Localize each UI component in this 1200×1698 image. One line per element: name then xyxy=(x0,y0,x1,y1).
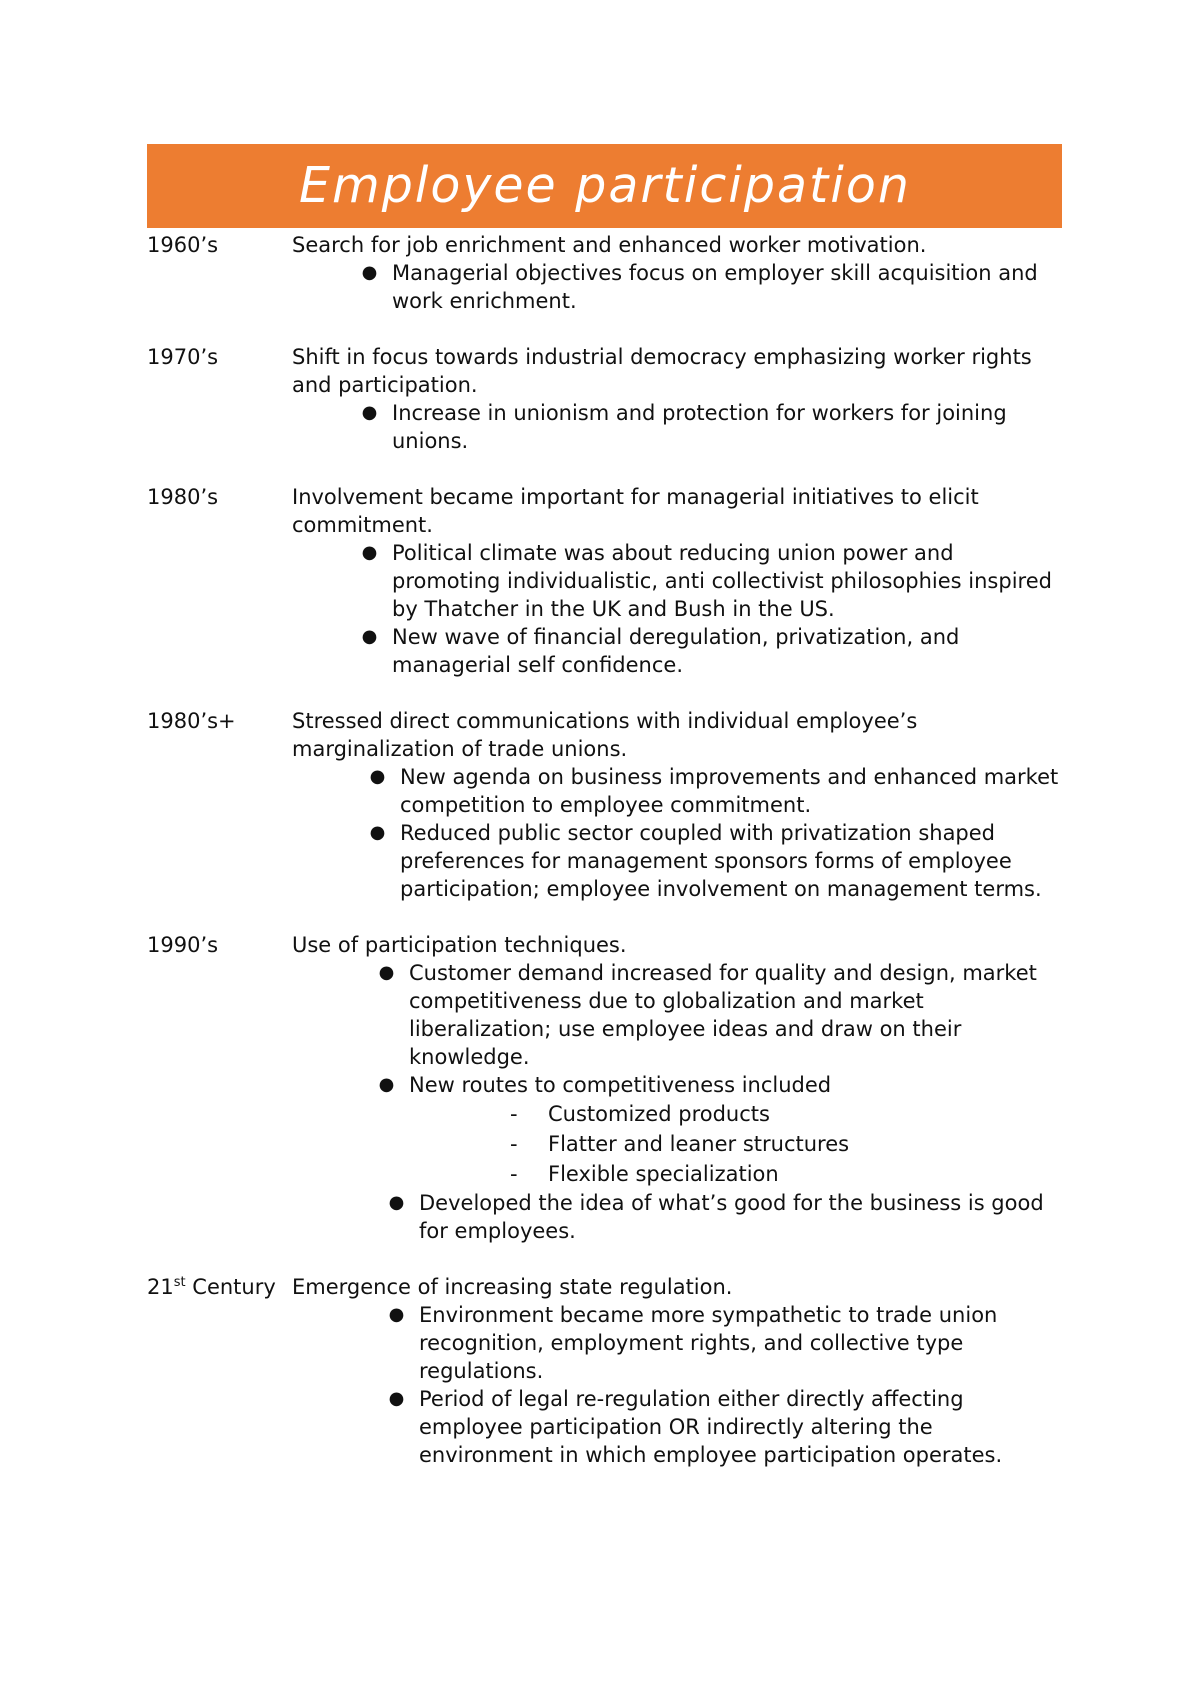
bullet-item: ● Period of legal re-regulation either directly affecting employee participation OR indirectly altering the environment in which employee participation operates. xyxy=(374,1385,1062,1469)
document-page xyxy=(147,144,1062,1469)
dash-marker: - xyxy=(510,1132,518,1156)
section-intro: Involvement became important for managerial initiatives to elicit commitment. xyxy=(292,485,979,537)
bullet-item: ● Customer demand increased for quality and design, market competitiveness due to globalization and market liberalization; use employee ideas and draw on their knowledge. xyxy=(364,959,1062,1071)
bullet-icon: ● xyxy=(361,542,378,563)
bullet-item: ● New wave of financial deregulation, privatization, and managerial self confidence. xyxy=(347,623,1062,679)
section-1980s xyxy=(147,483,1062,679)
sub-list-item: - Customized products xyxy=(510,1102,770,1126)
bullet-item: ● Environment became more sympathetic to trade union recognition, employment rights, and collective type regulations. xyxy=(374,1301,1062,1385)
period-label: 1970’s xyxy=(147,345,219,369)
period-label: 21st Century xyxy=(147,1275,276,1299)
bullet-item: ● Increase in unionism and protection for workers for joining unions. xyxy=(347,399,1062,455)
bullet-icon: ● xyxy=(361,402,378,423)
section-1980s-plus xyxy=(147,707,1062,903)
bullet-item: ● Developed the idea of what’s good for the business is good for employees. xyxy=(374,1189,1062,1245)
section-intro: Search for job enrichment and enhanced worker motivation. xyxy=(292,233,927,257)
period-label: 1980’s xyxy=(147,485,219,509)
dash-marker: - xyxy=(510,1102,518,1126)
bullet-icon: ● xyxy=(369,766,386,787)
bullet-icon: ● xyxy=(388,1304,405,1325)
bullet-icon: ● xyxy=(378,1074,395,1095)
section-21st-century xyxy=(147,1273,1062,1469)
bullet-icon: ● xyxy=(378,962,395,983)
section-intro: Shift in focus towards industrial democracy emphasizing worker rights and participation. xyxy=(292,345,1032,397)
section-1990s xyxy=(147,931,1062,1245)
bullet-item: ● Reduced public sector coupled with privatization shaped preferences for management sponsors forms of employee participation; employee involvement on management terms. xyxy=(355,819,1062,903)
period-label: 1990’s xyxy=(147,933,219,957)
bullet-item: ● Managerial objectives focus on employer skill acquisition and work enrichment. xyxy=(347,259,1062,315)
bullet-item: ● Political climate was about reducing union power and promoting individualistic, anti collectivist philosophies inspired by Thatcher in the UK and Bush in the US. xyxy=(347,539,1062,623)
period-label: 1980’s+ xyxy=(147,709,236,733)
sub-list-item: - Flexible specialization xyxy=(510,1162,779,1186)
bullet-icon: ● xyxy=(388,1388,405,1409)
section-1970s xyxy=(147,343,1062,455)
period-label: 1960’s xyxy=(147,233,219,257)
bullet-icon: ● xyxy=(388,1192,405,1213)
bullet-icon: ● xyxy=(369,822,386,843)
bullet-icon: ● xyxy=(361,262,378,283)
bullet-item: ● New agenda on business improvements and enhanced market competition to employee commitment. xyxy=(355,763,1062,819)
dash-marker: - xyxy=(510,1162,518,1186)
section-intro: Use of participation techniques. xyxy=(292,933,627,957)
sub-list-item: - Flatter and leaner structures xyxy=(510,1132,850,1156)
section-intro: Emergence of increasing state regulation. xyxy=(292,1275,733,1299)
bullet-item: ● New routes to competitiveness included xyxy=(364,1071,1062,1099)
section-1960s xyxy=(147,231,1062,315)
section-intro: Stressed direct communications with individual employee’s marginalization of trade unions. xyxy=(292,709,918,761)
bullet-icon: ● xyxy=(361,626,378,647)
page-title: Employee participation xyxy=(147,144,1062,228)
